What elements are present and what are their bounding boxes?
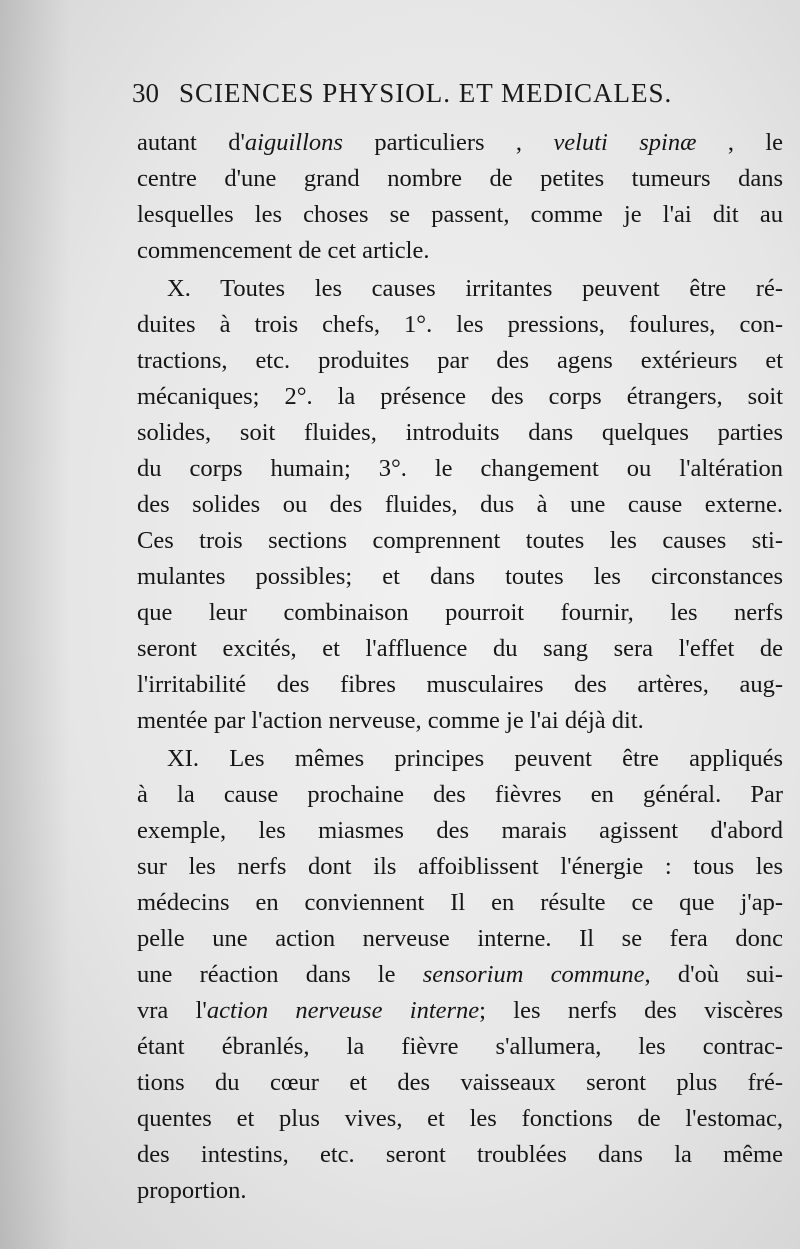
text-line bbox=[137, 415, 783, 451]
text-segment: du corps humain; 3°. le changement ou l'altération bbox=[137, 455, 783, 482]
text-line bbox=[137, 451, 783, 487]
text-segment: tractions, etc. produites par des agens extérieurs et bbox=[137, 347, 783, 374]
text-line bbox=[137, 161, 783, 197]
paragraph bbox=[137, 271, 783, 739]
text-line bbox=[137, 993, 783, 1029]
text-segment: seront excités, et l'affluence du sang sera l'effet de bbox=[137, 635, 783, 662]
text-segment: à la cause prochaine des fièvres en général. Par bbox=[137, 781, 783, 808]
text-segment: , d'où sui- bbox=[644, 961, 783, 988]
text-segment: Ces trois sections comprennent toutes les causes sti- bbox=[137, 527, 783, 554]
text-line bbox=[137, 1029, 783, 1065]
text-segment: mulantes possibles; et dans toutes les circonstances bbox=[137, 563, 783, 590]
text-line bbox=[137, 125, 783, 161]
paragraph bbox=[137, 125, 783, 269]
text-segment: exemple, les miasmes des marais agissent d'abord bbox=[137, 817, 783, 844]
text-line bbox=[137, 197, 783, 233]
italic-text: aiguillons bbox=[244, 129, 343, 156]
text-segment: duites à trois chefs, 1°. les pressions, foulures, con- bbox=[137, 311, 783, 338]
running-head: SCIENCES PHYSIOL. ET MEDICALES. bbox=[179, 78, 673, 108]
text-segment: une réaction dans le bbox=[137, 961, 423, 988]
text-segment: solides, soit fluides, introduits dans quelques parties bbox=[137, 419, 783, 446]
text-segment: étant ébranlés, la fièvre s'allumera, les contrac- bbox=[137, 1033, 783, 1060]
text-line bbox=[137, 343, 783, 379]
text-line bbox=[137, 487, 783, 523]
text-segment: quentes et plus vives, et les fonctions de l'estomac, bbox=[137, 1105, 783, 1132]
text-line bbox=[137, 523, 783, 559]
text-line bbox=[137, 595, 783, 631]
text-line bbox=[137, 741, 783, 777]
text-line bbox=[137, 957, 783, 993]
text-segment: mentée par l'action nerveuse, comme je l'ai déjà dit. bbox=[137, 707, 644, 734]
italic-text: action nerveuse interne bbox=[206, 997, 480, 1024]
text-segment: tions du cœur et des vaisseaux seront plus fré- bbox=[137, 1069, 783, 1096]
text-segment: autant d' bbox=[137, 129, 245, 156]
text-segment: médecins en conviennent Il en résulte ce que j'ap- bbox=[137, 889, 783, 916]
body-text bbox=[137, 125, 783, 1209]
text-line bbox=[137, 559, 783, 595]
page-number: 30 bbox=[132, 78, 159, 108]
text-segment: des solides ou des fluides, dus à une cause externe. bbox=[137, 491, 783, 518]
text-segment: vra l' bbox=[137, 997, 207, 1024]
paragraph bbox=[137, 741, 783, 1209]
italic-text: sensorium commune bbox=[422, 961, 645, 988]
text-segment: X. Toutes les causes irritantes peuvent être ré- bbox=[167, 275, 783, 302]
text-segment: l'irritabilité des fibres musculaires des artères, aug- bbox=[137, 671, 783, 698]
text-segment: des intestins, etc. seront troublées dans la même bbox=[137, 1141, 783, 1168]
italic-text: veluti spinæ bbox=[553, 129, 697, 156]
text-line bbox=[137, 885, 783, 921]
text-line bbox=[137, 631, 783, 667]
text-line bbox=[137, 1065, 783, 1101]
text-segment: pelle une action nerveuse interne. Il se fera donc bbox=[137, 925, 783, 952]
text-line bbox=[137, 233, 783, 269]
text-segment: XI. Les mêmes principes peuvent être appliqués bbox=[167, 745, 783, 772]
text-segment: proportion. bbox=[137, 1177, 247, 1204]
text-segment: que leur combinaison pourroit fournir, les nerfs bbox=[137, 599, 783, 626]
page-header bbox=[132, 78, 732, 109]
text-line bbox=[137, 777, 783, 813]
text-segment: sur les nerfs dont ils affoiblissent l'énergie : tous les bbox=[137, 853, 783, 880]
text-line bbox=[137, 849, 783, 885]
text-line bbox=[137, 1101, 783, 1137]
text-segment: particuliers , bbox=[342, 129, 554, 156]
text-line bbox=[137, 703, 783, 739]
text-line bbox=[137, 1137, 783, 1173]
gutter-shadow bbox=[0, 0, 70, 1249]
text-segment: lesquelles les choses se passent, comme je l'ai dit au bbox=[137, 201, 783, 228]
text-line bbox=[137, 379, 783, 415]
text-line bbox=[137, 921, 783, 957]
text-line bbox=[137, 1173, 783, 1209]
text-line bbox=[137, 667, 783, 703]
text-segment: centre d'une grand nombre de petites tumeurs dans bbox=[137, 165, 783, 192]
text-line bbox=[137, 271, 783, 307]
text-segment: mécaniques; 2°. la présence des corps étrangers, soit bbox=[137, 383, 783, 410]
text-line bbox=[137, 813, 783, 849]
text-line bbox=[137, 307, 783, 343]
text-segment: , le bbox=[696, 129, 783, 156]
text-segment: ; les nerfs des viscères bbox=[479, 997, 783, 1024]
text-segment: commencement de cet article. bbox=[137, 237, 430, 264]
